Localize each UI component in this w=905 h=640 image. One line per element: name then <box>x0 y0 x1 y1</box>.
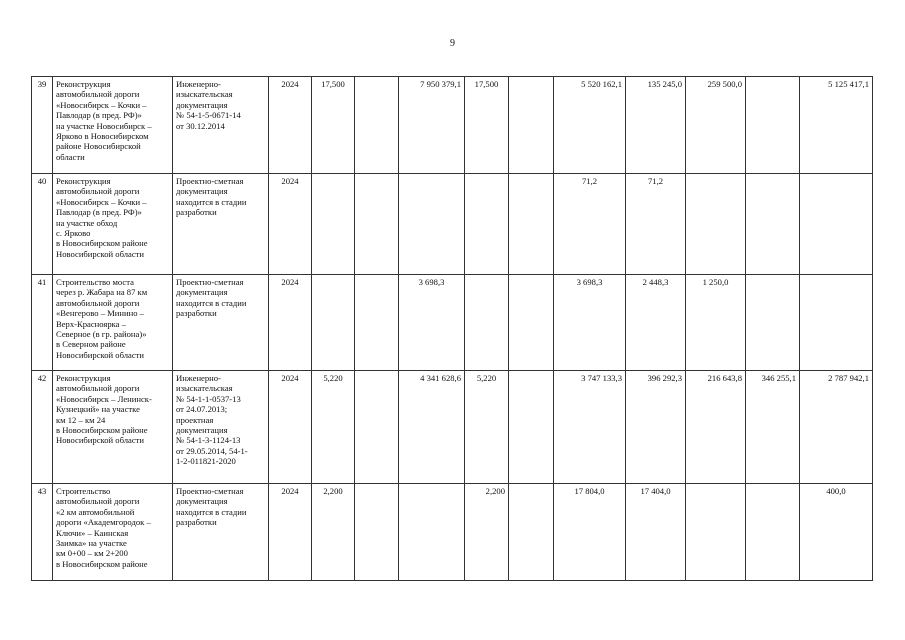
estimated-cost <box>399 484 465 581</box>
financing-total: 71,2 <box>554 174 626 275</box>
financing-year-1: 2 448,3 <box>626 275 686 371</box>
capacity-input <box>465 174 509 275</box>
financing-total: 3 747 133,3 <box>554 371 626 484</box>
financing-year-1: 71,2 <box>626 174 686 275</box>
page-number: 9 <box>450 38 455 49</box>
estimated-cost: 4 341 628,6 <box>399 371 465 484</box>
object-name: Реконструкция автомобильной дороги «Новосибирск – Кочки – Павлодар (в пред. РФ)» на участке обход с. Ярково в Новосибирском районе Новосибирской области <box>53 174 173 275</box>
documentation: Проектно-сметная документация находится в стадии разработки <box>173 174 269 275</box>
row-number: 42 <box>32 371 53 484</box>
estimated-cost: 3 698,3 <box>399 275 465 371</box>
capacity-input: 17,500 <box>465 77 509 174</box>
object-name: Реконструкция автомобильной дороги «Новосибирск – Ленинск- Кузнецкий» на участке км 12 – км 24 в Новосибирском районе Новосибирской области <box>53 371 173 484</box>
financing-later <box>800 174 873 275</box>
capacity-input <box>465 275 509 371</box>
table-row <box>32 275 873 371</box>
object-name: Реконструкция автомобильной дороги «Новосибирск – Кочки – Павлодар (в пред. РФ)» на участке Новосибирск – Ярково в Новосибирском районе Новосибирской области <box>53 77 173 174</box>
documentation: Проектно-сметная документация находится в стадии разработки <box>173 275 269 371</box>
object-name: Строительство автомобильной дороги «2 км автомобильной дороги «Академгородок – Ключи» – Каинская Заимка» на участке км 0+00 – км 2+200 в Новосибирском районе <box>53 484 173 581</box>
table-row <box>32 174 873 275</box>
capacity-total: 2,200 <box>312 484 355 581</box>
object-name: Строительство моста через р. Жабара на 87 км автомобильной дороги «Венгерово – Минино – Верх-Красноярка – Северное (в гр. района)» в Северном районе Новосибирской области <box>53 275 173 371</box>
estimated-cost <box>399 174 465 275</box>
table-row <box>32 484 873 581</box>
financing-later <box>800 275 873 371</box>
financing-year-2: 216 643,8 <box>686 371 746 484</box>
year: 2024 <box>269 77 312 174</box>
financing-year-3 <box>746 77 800 174</box>
cell-empty <box>509 275 554 371</box>
financing-later: 5 125 417,1 <box>800 77 873 174</box>
financing-total: 5 520 162,1 <box>554 77 626 174</box>
financing-year-3 <box>746 174 800 275</box>
capacity-total <box>312 174 355 275</box>
financing-year-3 <box>746 275 800 371</box>
year: 2024 <box>269 174 312 275</box>
financing-year-2 <box>686 174 746 275</box>
financing-later: 2 787 942,1 <box>800 371 873 484</box>
row-number: 39 <box>32 77 53 174</box>
financing-later: 400,0 <box>800 484 873 581</box>
capacity-total <box>312 275 355 371</box>
documentation: Инженерно- изыскательская документация № 54-1-5-0671-14 от 30.12.2014 <box>173 77 269 174</box>
construction-objects-table <box>31 76 873 581</box>
cell-empty <box>355 174 399 275</box>
row-number: 40 <box>32 174 53 275</box>
row-number: 43 <box>32 484 53 581</box>
cell-empty <box>509 77 554 174</box>
table-row <box>32 371 873 484</box>
cell-empty <box>509 371 554 484</box>
cell-empty <box>355 275 399 371</box>
financing-total: 3 698,3 <box>554 275 626 371</box>
cell-empty <box>355 371 399 484</box>
year: 2024 <box>269 371 312 484</box>
capacity-input: 5,220 <box>465 371 509 484</box>
financing-year-2: 259 500,0 <box>686 77 746 174</box>
documentation: Проектно-сметная документация находится в стадии разработки <box>173 484 269 581</box>
financing-year-3 <box>746 484 800 581</box>
financing-year-1: 396 292,3 <box>626 371 686 484</box>
year: 2024 <box>269 275 312 371</box>
financing-year-1: 135 245,0 <box>626 77 686 174</box>
cell-empty <box>355 77 399 174</box>
table-row <box>32 77 873 174</box>
financing-total: 17 804,0 <box>554 484 626 581</box>
cell-empty <box>355 484 399 581</box>
capacity-total: 5,220 <box>312 371 355 484</box>
financing-year-3: 346 255,1 <box>746 371 800 484</box>
financing-year-2 <box>686 484 746 581</box>
cell-empty <box>509 174 554 275</box>
capacity-total: 17,500 <box>312 77 355 174</box>
year: 2024 <box>269 484 312 581</box>
financing-year-1: 17 404,0 <box>626 484 686 581</box>
estimated-cost: 7 950 379,1 <box>399 77 465 174</box>
financing-year-2: 1 250,0 <box>686 275 746 371</box>
documentation: Инженерно- изыскательская № 54-1-1-0537-13 от 24.07.2013; проектная документация № 54-1-3-1124-13 от 29.05.2014, 54-1- 1-2-011821-2020 <box>173 371 269 484</box>
cell-empty <box>509 484 554 581</box>
row-number: 41 <box>32 275 53 371</box>
capacity-input: 2,200 <box>465 484 509 581</box>
